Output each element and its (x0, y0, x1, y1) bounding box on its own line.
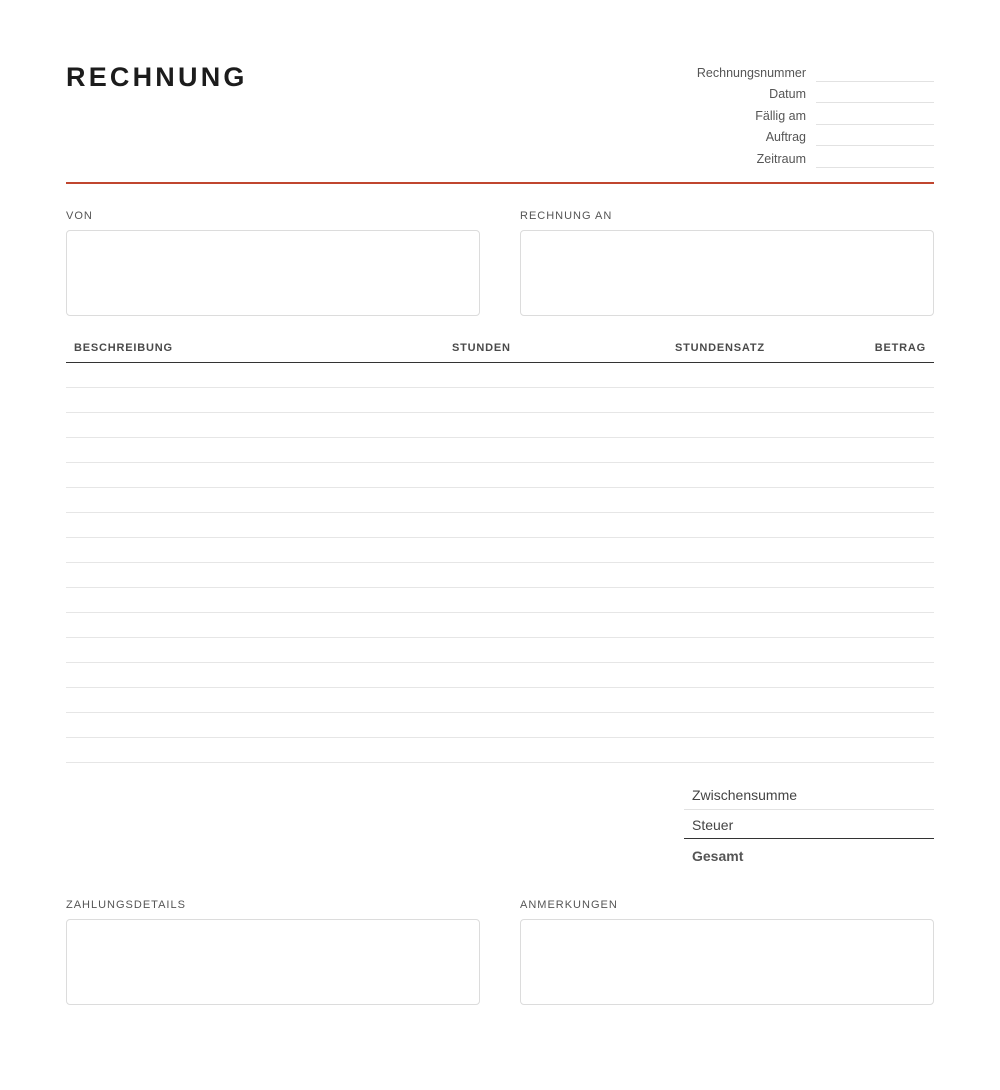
table-row[interactable] (66, 437, 934, 438)
meta-order-field[interactable] (816, 145, 934, 146)
table-row[interactable] (66, 637, 934, 638)
meta-label: Zeitraum (756, 151, 806, 166)
table-row[interactable] (66, 712, 934, 713)
meta-period-field[interactable] (816, 167, 934, 168)
meta-date-field[interactable] (816, 102, 934, 103)
payment-details-box[interactable] (66, 919, 480, 1005)
table-row[interactable] (66, 512, 934, 513)
subtotal-label: Zwischensumme (692, 787, 798, 803)
notes-box[interactable] (520, 919, 934, 1005)
meta-period (660, 146, 934, 168)
meta-invoice-number (660, 60, 934, 82)
from-address-box[interactable] (66, 230, 480, 316)
meta-label: Datum (769, 87, 806, 101)
invoice-title: RECHNUNG (66, 62, 248, 92)
column-header-hours: STUNDEN (452, 342, 511, 354)
meta-date (660, 82, 934, 104)
column-header-rate: STUNDENSATZ (675, 342, 765, 354)
from-label: VON (66, 210, 93, 222)
tax-row (684, 810, 934, 840)
meta-label: Fällig am (755, 108, 806, 123)
column-header-description: BESCHREIBUNG (74, 342, 173, 354)
table-row[interactable] (66, 687, 934, 688)
table-row[interactable] (66, 662, 934, 663)
meta-due-date (660, 103, 934, 125)
table-row[interactable] (66, 537, 934, 538)
table-row[interactable] (66, 487, 934, 488)
table-row[interactable] (66, 587, 934, 588)
total-label: Gesamt (692, 848, 744, 864)
table-row[interactable] (66, 562, 934, 563)
table-row[interactable] (66, 737, 934, 738)
bill-to-label: RECHNUNG AN (520, 210, 613, 222)
bill-to-address-box[interactable] (520, 230, 934, 316)
meta-due-date-field[interactable] (816, 124, 934, 125)
tax-label: Steuer (692, 816, 734, 833)
meta-invoice-number-field[interactable] (816, 81, 934, 82)
table-row[interactable] (66, 412, 934, 413)
notes-label: ANMERKUNGEN (520, 899, 618, 911)
table-row[interactable] (66, 762, 934, 763)
meta-label: Auftrag (765, 130, 806, 144)
table-row[interactable] (66, 387, 934, 388)
total-row (684, 839, 934, 869)
header-divider (66, 182, 934, 184)
payment-details-label: ZAHLUNGSDETAILS (66, 899, 186, 911)
column-header-amount: BETRAG (874, 342, 926, 354)
meta-label: Rechnungsnummer (696, 65, 806, 80)
subtotal-row (684, 780, 934, 810)
invoice-meta (660, 60, 934, 168)
meta-order (660, 125, 934, 147)
line-items-header (66, 336, 934, 363)
totals-block (684, 780, 934, 869)
table-row[interactable] (66, 462, 934, 463)
table-row[interactable] (66, 612, 934, 613)
